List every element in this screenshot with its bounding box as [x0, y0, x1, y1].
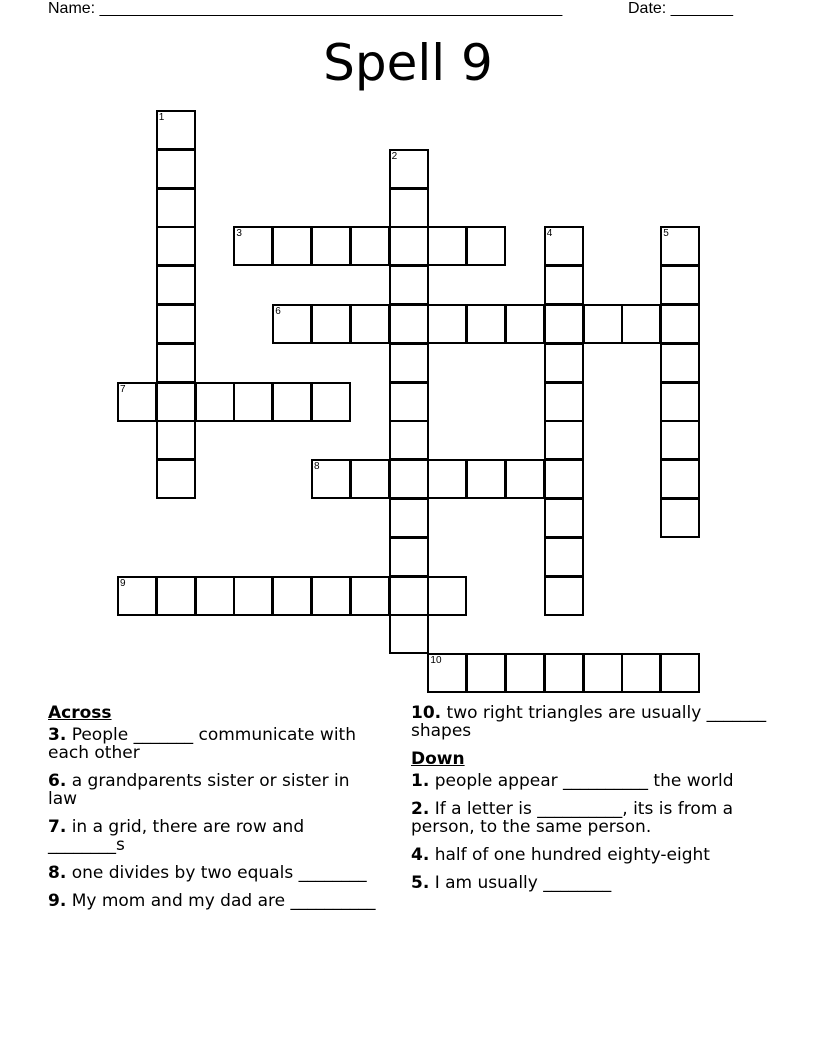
grid-cell[interactable]	[350, 226, 390, 266]
grid-cell[interactable]	[272, 382, 312, 422]
name-field-label: Name: ____________________________________________________	[48, 0, 563, 17]
clue-down-5	[411, 874, 771, 892]
grid-cell[interactable]	[544, 265, 584, 305]
grid-cell[interactable]	[389, 343, 429, 383]
grid-cell[interactable]	[389, 382, 429, 422]
grid-cell[interactable]	[156, 459, 196, 499]
grid-cell[interactable]	[583, 653, 623, 693]
date-field-label: Date: _______	[628, 0, 733, 17]
grid-cell[interactable]	[233, 226, 273, 266]
grid-cell[interactable]	[660, 653, 700, 693]
clue-text: people appear __________ the world	[434, 771, 734, 791]
across-heading: Across	[48, 703, 112, 723]
clue-text: half of one hundred eighty-eight	[434, 845, 710, 865]
grid-cell[interactable]	[117, 382, 157, 422]
clue-across-7	[48, 818, 383, 854]
grid-cell[interactable]	[660, 265, 700, 305]
grid-cell[interactable]	[389, 265, 429, 305]
grid-cell[interactable]	[156, 149, 196, 189]
grid-cell[interactable]	[156, 226, 196, 266]
grid-cell[interactable]	[544, 226, 584, 266]
grid-cell[interactable]	[660, 343, 700, 383]
grid-cell[interactable]	[660, 304, 700, 344]
grid-cell[interactable]	[156, 188, 196, 228]
grid-cell[interactable]	[350, 304, 390, 344]
grid-cell[interactable]	[660, 382, 700, 422]
grid-cell[interactable]	[427, 653, 467, 693]
grid-cell[interactable]	[272, 226, 312, 266]
grid-cell[interactable]	[660, 420, 700, 460]
grid-cell[interactable]	[583, 304, 623, 344]
grid-cell[interactable]	[466, 459, 506, 499]
down-heading: Down	[411, 749, 465, 769]
grid-cell[interactable]	[389, 576, 429, 616]
grid-cell[interactable]	[466, 653, 506, 693]
clue-start-number: 3	[236, 228, 242, 240]
grid-cell[interactable]	[156, 265, 196, 305]
grid-cell[interactable]	[544, 459, 584, 499]
grid-cell[interactable]	[195, 576, 235, 616]
grid-cell[interactable]	[389, 226, 429, 266]
clue-number: 8.	[48, 863, 67, 883]
grid-cell[interactable]	[544, 498, 584, 538]
clue-number: 1.	[411, 771, 430, 791]
clue-across-6	[48, 772, 383, 808]
clue-number: 3.	[48, 725, 67, 745]
page-title: Spell 9	[323, 34, 493, 92]
grid-cell[interactable]	[427, 304, 467, 344]
grid-cell[interactable]	[660, 459, 700, 499]
clue-start-number: 6	[275, 306, 281, 317]
grid-cell[interactable]	[156, 343, 196, 383]
grid-cell[interactable]	[156, 420, 196, 460]
grid-cell[interactable]	[311, 226, 351, 266]
clues-left-column	[48, 704, 383, 920]
clue-number: 2.	[411, 799, 430, 819]
grid-cell[interactable]	[389, 304, 429, 344]
grid-cell[interactable]	[505, 459, 545, 499]
clue-across-9	[48, 892, 383, 910]
grid-cell[interactable]	[389, 498, 429, 538]
clue-text: My mom and my dad are __________	[71, 891, 376, 911]
grid-cell[interactable]	[272, 576, 312, 616]
grid-cell[interactable]	[544, 304, 584, 344]
clue-down-2	[411, 800, 771, 836]
grid-cell[interactable]	[311, 576, 351, 616]
grid-cell[interactable]	[389, 149, 429, 189]
grid-cell[interactable]	[660, 498, 700, 538]
clue-number: 4.	[411, 845, 430, 865]
clue-down-4	[411, 846, 771, 864]
clue-number: 5.	[411, 873, 430, 893]
clue-start-number: 7	[120, 383, 126, 395]
grid-cell[interactable]	[505, 653, 545, 693]
grid-cell[interactable]	[621, 304, 661, 344]
grid-cell[interactable]	[389, 188, 429, 228]
clue-text: one divides by two equals ________	[71, 863, 367, 883]
grid-cell[interactable]	[311, 382, 351, 422]
clue-start-number: 8	[314, 461, 320, 473]
clue-text: If a letter is __________, its is from a person, to the same person.	[411, 799, 734, 837]
clue-across-10	[411, 704, 771, 740]
grid-cell[interactable]	[544, 653, 584, 693]
clue-start-number: 5	[663, 228, 669, 240]
grid-cell[interactable]	[505, 304, 545, 344]
clues-right-column	[411, 704, 771, 902]
clue-text: People _______ communicate with each other	[48, 725, 356, 763]
grid-cell[interactable]	[389, 537, 429, 577]
clue-start-number: 10	[430, 655, 442, 667]
grid-cell[interactable]	[389, 459, 429, 499]
grid-cell[interactable]	[156, 304, 196, 344]
grid-cell[interactable]	[544, 420, 584, 460]
grid-cell[interactable]	[427, 226, 467, 266]
clue-number: 10.	[411, 703, 442, 723]
grid-cell[interactable]	[544, 537, 584, 577]
grid-cell[interactable]	[156, 110, 196, 150]
clue-start-number: 4	[546, 228, 553, 240]
grid-cell[interactable]	[544, 576, 584, 616]
grid-cell[interactable]	[272, 304, 312, 344]
clue-text: I am usually ________	[434, 873, 612, 893]
grid-cell[interactable]	[156, 576, 196, 616]
clue-start-number: 1	[158, 112, 165, 123]
grid-cell[interactable]	[660, 226, 700, 266]
grid-cell[interactable]	[311, 459, 351, 499]
clue-start-number: 9	[120, 577, 126, 589]
clue-down-1	[411, 772, 771, 790]
grid-cell[interactable]	[427, 576, 467, 616]
grid-cell[interactable]	[350, 459, 390, 499]
grid-cell[interactable]	[544, 382, 584, 422]
grid-cell[interactable]	[350, 576, 390, 616]
grid-cell[interactable]	[466, 304, 506, 344]
clue-number: 6.	[48, 771, 67, 791]
grid-cell[interactable]	[621, 653, 661, 693]
grid-cell[interactable]	[311, 304, 351, 344]
grid-cell[interactable]	[233, 382, 273, 422]
clue-text: a grandparents sister or sister in law	[48, 771, 350, 809]
grid-cell[interactable]	[117, 576, 157, 616]
grid-cell[interactable]	[389, 420, 429, 460]
grid-cell[interactable]	[466, 226, 506, 266]
grid-cell[interactable]	[544, 343, 584, 383]
clue-text: in a grid, there are row and ________s	[48, 817, 305, 855]
grid-cell[interactable]	[427, 459, 467, 499]
clue-across-3	[48, 726, 383, 762]
clue-number: 7.	[48, 817, 67, 837]
grid-cell[interactable]	[389, 614, 429, 654]
clue-across-8	[48, 864, 383, 882]
clue-start-number: 2	[391, 150, 398, 162]
grid-cell[interactable]	[156, 382, 196, 422]
grid-cell[interactable]	[233, 576, 273, 616]
grid-cell[interactable]	[195, 382, 235, 422]
clue-number: 9.	[48, 891, 67, 911]
clue-text: two right triangles are usually _______ shapes	[411, 703, 767, 741]
